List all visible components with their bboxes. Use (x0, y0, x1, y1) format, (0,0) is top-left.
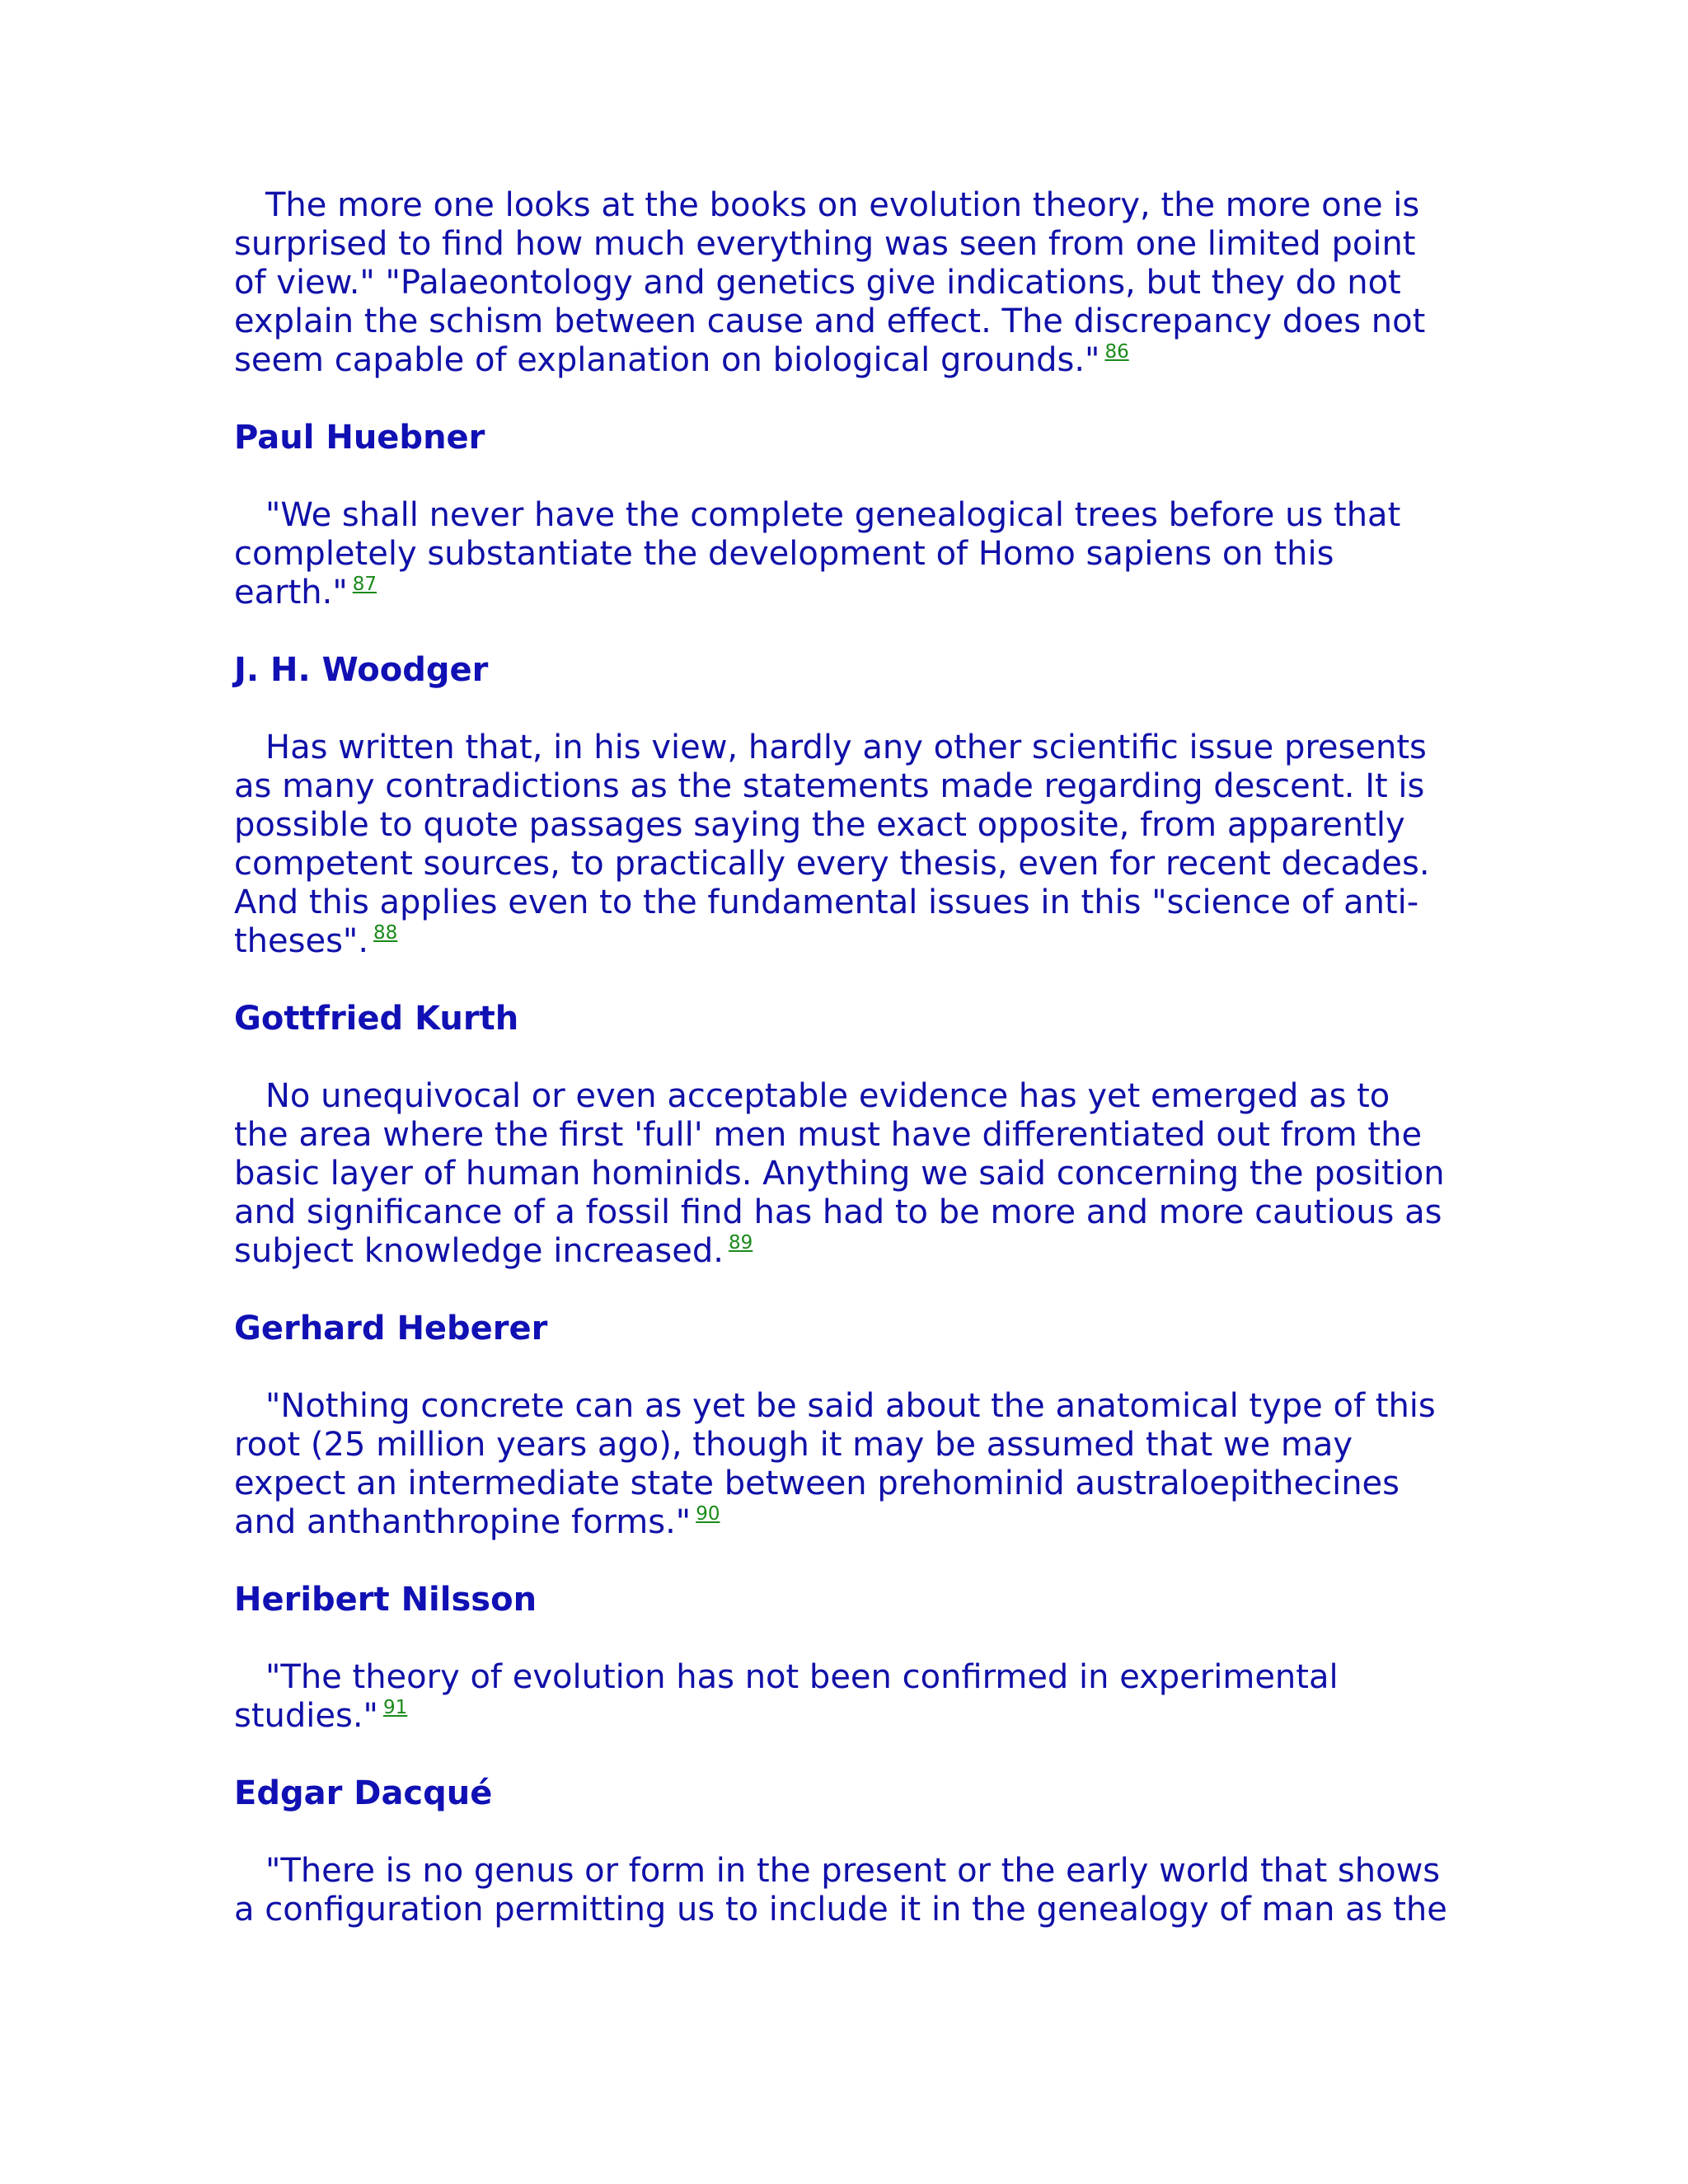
quote-paragraph (234, 186, 1454, 380)
quote-text: "We shall never have the complete genealogical trees before us that completely substantiate the development of Homo sapiens on this earth." (234, 496, 1401, 612)
quote-paragraph (234, 1387, 1454, 1542)
footnote-link[interactable]: 87 (352, 574, 377, 595)
author-heading: J. H. Woodger (234, 651, 489, 689)
quote-text: The more one looks at the books on evolution theory, the more one is surprised to find how much everything was seen from one limited point of view." "Palaeontology and genetics give indications, but they do not explain the schism between cause and effect. The discrepancy does not seem capable of explanation on biological grounds." (234, 186, 1426, 379)
author-heading: Gottfried Kurth (234, 1000, 519, 1038)
quote-paragraph (234, 1077, 1454, 1271)
quote-text: No unequivocal or even acceptable evidence has yet emerged as to the area where the first 'full' men must have differentiated out from the basic layer of human hominids. Anything we said concerning the position and significance of a fossil find has had to be more and more cautious as subject knowledge increased. (234, 1077, 1445, 1270)
footnote-link[interactable]: 89 (728, 1232, 753, 1254)
author-heading: Gerhard Heberer (234, 1310, 548, 1347)
quote-paragraph (234, 1658, 1454, 1736)
footnote-link[interactable]: 88 (373, 922, 398, 944)
quote-text: "There is no genus or form in the present or the early world that shows a configuration permitting us to include it in the genealogy of man as the (234, 1852, 1447, 1929)
author-heading: Edgar Dacqué (234, 1774, 493, 1812)
author-heading: Paul Huebner (234, 419, 485, 457)
footnote-link[interactable]: 90 (696, 1503, 720, 1525)
footnote-link[interactable]: 86 (1104, 341, 1129, 363)
quote-text: "The theory of evolution has not been confirmed in experimental studies." (234, 1658, 1339, 1735)
author-heading: Heribert Nilsson (234, 1581, 537, 1619)
quote-text: "Nothing concrete can as yet be said about the anatomical type of this root (25 million years ago), though it may be assumed that we may expect an intermediate state between prehominid australoepithecines and anthanthropine forms." (234, 1387, 1436, 1541)
quote-paragraph (234, 729, 1454, 961)
footnote-link[interactable]: 91 (382, 1697, 408, 1718)
document-page (234, 186, 1454, 1929)
quote-text: Has written that, in his view, hardly any other scientific issue presents as many contradictions as the statements made regarding descent. It is possible to quote passages saying the exact opposite, from apparently competent sources, to practically every thesis, even for recent decades. And this applies even to the fundamental issues in this "science of anti-theses". (234, 729, 1430, 960)
quote-paragraph (234, 496, 1454, 612)
quote-paragraph (234, 1852, 1454, 1929)
